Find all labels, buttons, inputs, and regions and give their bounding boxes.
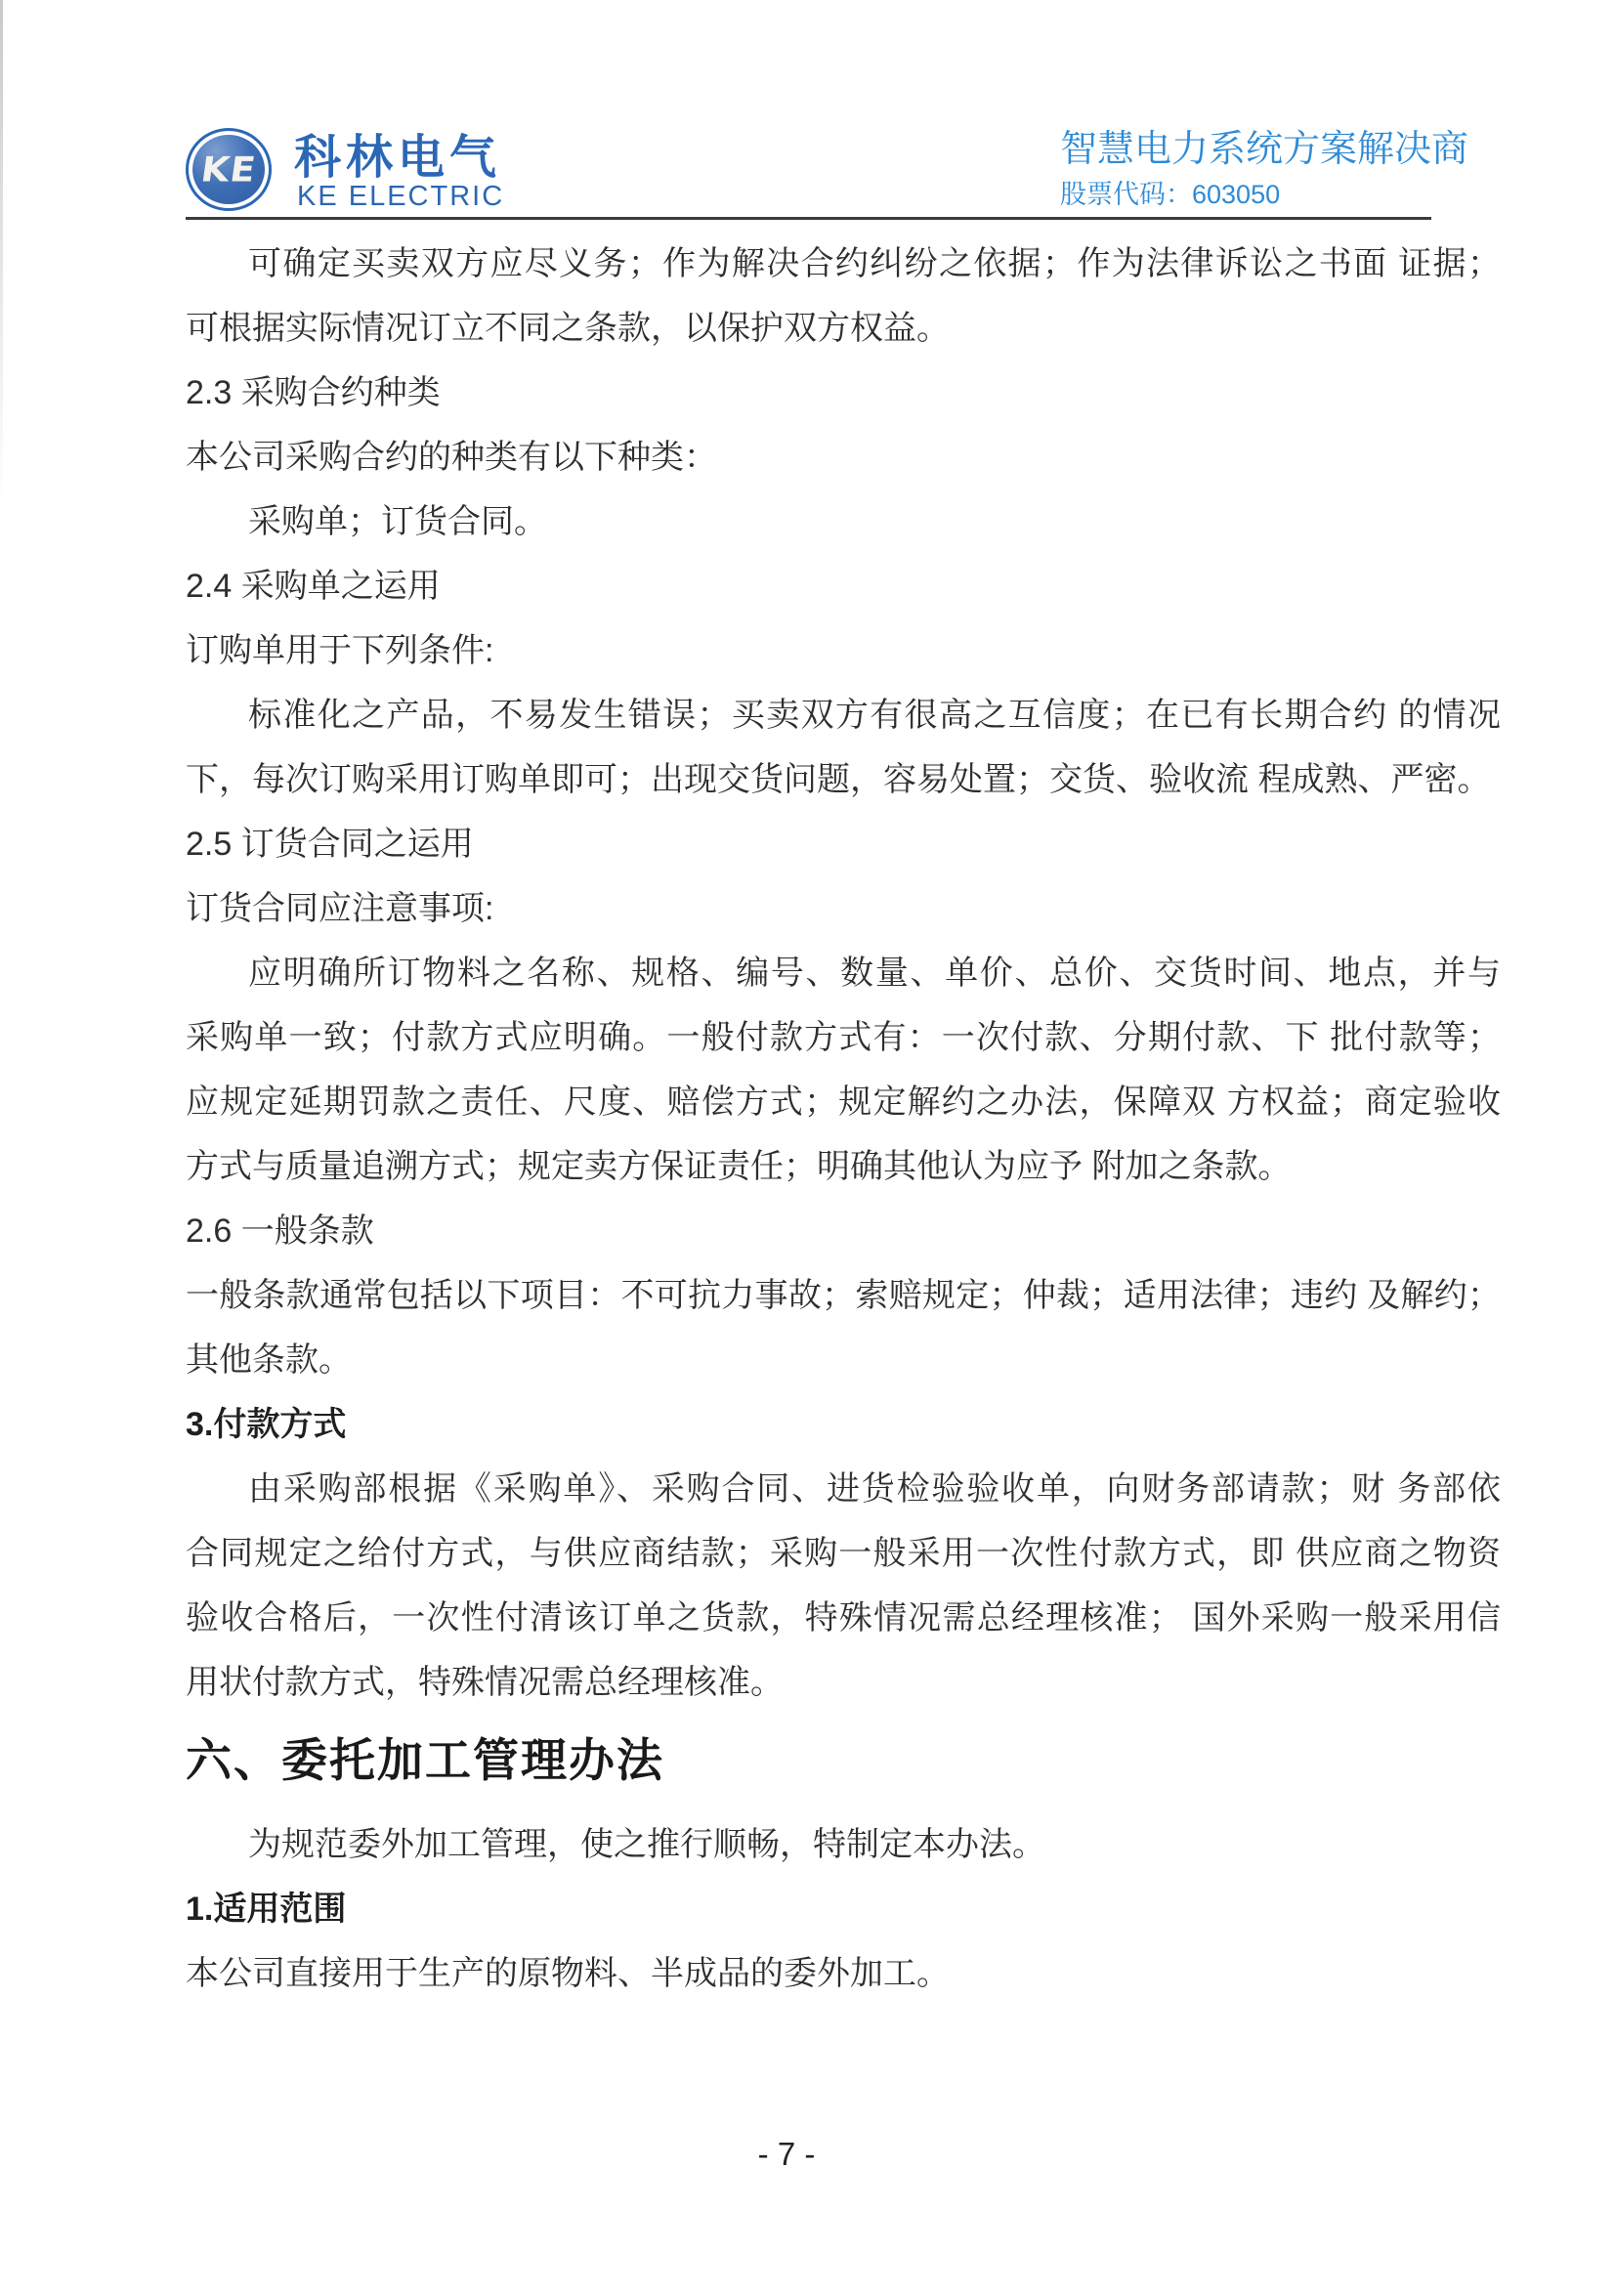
company-name-cn: 科林电气: [294, 132, 502, 184]
document-body: [186, 232, 1501, 2006]
paragraph: [186, 361, 1501, 425]
text-line: 可根据实际情况订立不同之条款，以保护双方权益。: [186, 310, 950, 347]
text-line: 3.付款方式: [186, 1406, 347, 1443]
paragraph: [186, 1263, 1501, 1392]
logo-monogram: KE: [198, 149, 259, 190]
text-line: 应明确所订物料之名称、规格、编号、数量、单价、总价、交货时间、地点，并与: [248, 955, 1501, 992]
ke-logo-icon: [186, 128, 272, 211]
company-tagline: 智慧电力系统方案解决商: [1060, 129, 1469, 170]
section-heading: [186, 1724, 1501, 1797]
text-line: 采购单；订货合同。: [248, 503, 547, 540]
paragraph: [186, 1941, 1501, 2006]
company-name-en: KE ELECTRIC: [297, 181, 505, 212]
paragraph: [186, 1812, 1501, 1877]
text-line: 六、委托加工管理办法: [186, 1734, 664, 1786]
paragraph: [186, 554, 1501, 618]
text-line: 采购单一致；付款方式应明确。一般付款方式有：一次付款、分期付款、下 批付款等；: [186, 1019, 1501, 1056]
paragraph: [186, 1392, 1501, 1457]
paragraph: [186, 876, 1501, 941]
paragraph: [186, 1199, 1501, 1263]
paragraph: [186, 1457, 1501, 1715]
text-line: 1.适用范围: [186, 1891, 347, 1928]
text-line: 为规范委外加工管理，使之推行顺畅，特制定本办法。: [248, 1826, 1045, 1863]
paragraph: [186, 232, 1501, 361]
text-line: 可确定买卖双方应尽义务；作为解决合约纠纷之依据；作为法律诉讼之书面 证据；: [248, 245, 1501, 282]
paragraph: [186, 812, 1501, 876]
paragraph: [186, 1877, 1501, 1941]
text-line: 用状付款方式，特殊情况需总经理核准。: [186, 1664, 784, 1701]
text-line: 标准化之产品，不易发生错误；买卖双方有很高之互信度；在已有长期合约 的情况: [248, 697, 1501, 734]
text-line: 下，每次订购采用订购单即可；出现交货问题，容易处置；交货、验收流 程成熟、严密。: [186, 761, 1491, 798]
text-line: 2.3 采购合约种类: [186, 374, 441, 411]
text-line: 2.6 一般条款: [186, 1212, 374, 1250]
paragraph: [186, 618, 1501, 683]
text-line: 由采购部根据《采购单》、采购合同、进货检验验收单，向财务部请款；财 务部依: [248, 1470, 1501, 1508]
text-line: 应规定延期罚款之责任、尺度、赔偿方式；规定解约之办法，保障双 方权益；商定验收: [186, 1084, 1501, 1121]
stock-code: 股票代码：603050: [1060, 180, 1281, 209]
paragraph: [186, 489, 1501, 554]
paragraph: [186, 425, 1501, 489]
text-line: 订货合同应注意事项:: [186, 890, 494, 927]
text-line: 订购单用于下列条件:: [186, 632, 494, 669]
text-line: 方式与质量追溯方式；规定卖方保证责任；明确其他认为应予 附加之条款。: [186, 1148, 1292, 1185]
text-line: 2.5 订货合同之运用: [186, 826, 474, 863]
text-line: 本公司直接用于生产的原物料、半成品的委外加工。: [186, 1955, 950, 1992]
text-line: 验收合格后，一次性付清该订单之货款，特殊情况需总经理核准； 国外采购一般采用信: [186, 1599, 1501, 1637]
paragraph: [186, 683, 1501, 812]
paragraph: [186, 941, 1501, 1199]
text-line: 本公司采购合约的种类有以下种类：: [186, 439, 717, 476]
text-line: 合同规定之给付方式，与供应商结款；采购一般采用一次性付款方式，即 供应商之物资: [186, 1535, 1501, 1572]
text-line: 2.4 采购单之运用: [186, 568, 441, 605]
header-divider: [186, 217, 1431, 220]
text-line: 一般条款通常包括以下项目：不可抗力事故；索赔规定；仲裁；适用法律；违约 及解约；: [186, 1277, 1501, 1314]
text-line: 其他条款。: [186, 1341, 352, 1379]
page-number: - 7 -: [757, 2136, 816, 2172]
